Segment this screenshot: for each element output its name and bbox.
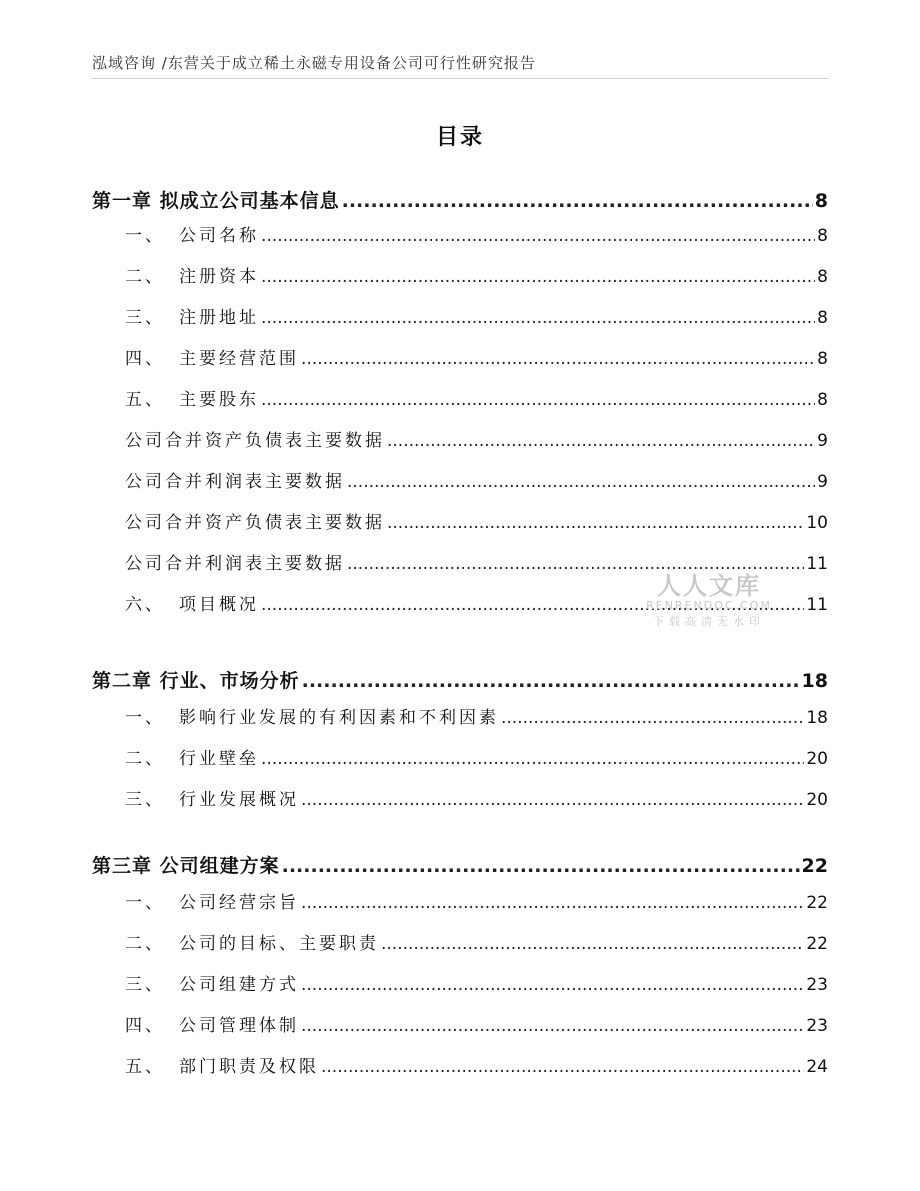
toc-page-number: 8 [814, 190, 828, 212]
toc-entry-label [125, 262, 259, 287]
toc-entry-number: 二、 [125, 934, 165, 954]
toc-entry-number: 二、 [125, 749, 165, 769]
toc-entry-number: 三、 [125, 975, 165, 995]
toc-entry-number: 六、 [125, 595, 165, 615]
toc-section-entry[interactable] [125, 385, 828, 410]
toc-section-entry[interactable] [125, 888, 828, 913]
toc-entry-label [125, 929, 379, 954]
dot-leader [301, 1016, 804, 1036]
toc-entry-text: 部门职责及权限 [179, 1057, 319, 1077]
dot-leader [321, 1057, 804, 1077]
toc-entry-text: 注册资本 [179, 267, 259, 287]
toc-entry-label [92, 666, 300, 693]
toc-entry-label [125, 970, 299, 995]
dot-leader [301, 975, 804, 995]
toc-page-number: 24 [806, 1057, 828, 1077]
toc-page-number: 18 [806, 708, 828, 728]
toc-entry-text: 公司的目标、主要职责 [179, 934, 379, 954]
dot-leader [301, 790, 804, 810]
dot-leader [387, 513, 804, 533]
toc-entry-text: 主要股东 [179, 390, 259, 410]
toc-page-number: 9 [817, 431, 828, 451]
dot-leader [342, 190, 813, 212]
toc-page-number: 18 [801, 670, 828, 692]
toc-section-entry[interactable] [125, 703, 828, 728]
toc-page-number: 20 [806, 749, 828, 769]
toc-entry-text: 公司合并利润表主要数据 [125, 554, 345, 574]
toc-entry-text: 第三章 公司组建方案 [92, 855, 280, 877]
toc-entry-text: 公司合并利润表主要数据 [125, 472, 345, 492]
toc-page-number: 22 [806, 934, 828, 954]
toc-section-entry[interactable] [125, 303, 828, 328]
toc-page-number: 23 [806, 1016, 828, 1036]
toc-entry-text: 行业发展概况 [179, 790, 299, 810]
toc-page-number: 8 [817, 226, 828, 246]
dot-leader [282, 855, 800, 877]
toc-entry-number: 五、 [125, 390, 165, 410]
toc-chapter-entry[interactable] [92, 851, 828, 878]
toc-section-entry[interactable] [125, 508, 828, 533]
watermark-logo: 人人文库 [657, 572, 761, 600]
toc-section-entry[interactable] [125, 1011, 828, 1036]
dot-leader [301, 893, 804, 913]
toc-entry-label [125, 303, 259, 328]
toc-entry-number: 一、 [125, 226, 165, 246]
toc-section-entry[interactable] [125, 426, 828, 451]
toc-entry-text: 影响行业发展的有利因素和不利因素 [179, 708, 499, 728]
toc-page-number: 20 [806, 790, 828, 810]
toc-entry-label [125, 888, 299, 913]
dot-leader [302, 670, 800, 692]
toc-entry-label [125, 1011, 299, 1036]
dot-leader [261, 390, 815, 410]
header-divider [92, 78, 828, 79]
toc-entry-number: 五、 [125, 1057, 165, 1077]
toc-chapter-entry[interactable] [92, 186, 828, 213]
toc-entry-text: 第一章 拟成立公司基本信息 [92, 190, 340, 212]
toc-entry-text: 公司经营宗旨 [179, 893, 299, 913]
toc-entry-text: 项目概况 [179, 595, 259, 615]
toc-entry-label [125, 344, 299, 369]
toc-entry-label [125, 785, 299, 810]
toc-page-number: 11 [806, 554, 828, 574]
toc-entry-label [125, 744, 259, 769]
toc-page-number: 22 [801, 855, 828, 877]
toc-entry-label [125, 703, 499, 728]
toc-page-number: 9 [817, 472, 828, 492]
running-header: 泓域咨询 /东营关于成立稀土永磁专用设备公司可行性研究报告 [92, 54, 536, 72]
dot-leader [381, 934, 804, 954]
toc-chapter-entry[interactable] [92, 666, 828, 693]
toc-entry-label [125, 467, 345, 492]
toc-entry-text: 公司组建方式 [179, 975, 299, 995]
dot-leader [261, 749, 804, 769]
toc-page-number: 8 [817, 390, 828, 410]
toc-entry-text: 公司合并资产负债表主要数据 [125, 431, 385, 451]
toc-entry-label [125, 590, 259, 615]
toc-section-entry[interactable] [125, 929, 828, 954]
toc-entry-number: 二、 [125, 267, 165, 287]
toc-entry-label [92, 186, 340, 213]
toc-entry-label [125, 385, 259, 410]
toc-entry-text: 公司合并资产负债表主要数据 [125, 513, 385, 533]
toc-entry-label [125, 1052, 319, 1077]
watermark [644, 566, 774, 629]
watermark-url: RENRENDOC.COM [646, 599, 772, 612]
toc-entry-label [125, 426, 385, 451]
toc-entry-number: 一、 [125, 893, 165, 913]
toc-section-entry[interactable] [125, 344, 828, 369]
toc-section-entry[interactable] [125, 467, 828, 492]
toc-section-entry[interactable] [125, 221, 828, 246]
toc-entry-number: 四、 [125, 349, 165, 369]
toc-page-number: 8 [817, 267, 828, 287]
toc-section-entry[interactable] [125, 970, 828, 995]
toc-page-number: 11 [806, 595, 828, 615]
toc-entry-text: 行业壁垒 [179, 749, 259, 769]
dot-leader [301, 349, 815, 369]
toc-entry-label [125, 549, 345, 574]
toc-page-number: 8 [817, 308, 828, 328]
toc-entry-number: 四、 [125, 1016, 165, 1036]
dot-leader [387, 431, 815, 451]
toc-entry-label [125, 508, 385, 533]
toc-entry-label [125, 221, 259, 246]
dot-leader [261, 267, 815, 287]
toc-entry-text: 主要经营范围 [179, 349, 299, 369]
toc-entry-text: 注册地址 [179, 308, 259, 328]
toc-entry-text: 第二章 行业、市场分析 [92, 670, 300, 692]
toc-section-entry[interactable] [125, 785, 828, 810]
toc-entry-number: 三、 [125, 308, 165, 328]
dot-leader [261, 308, 815, 328]
dot-leader [501, 708, 804, 728]
toc-entry-label [92, 851, 280, 878]
toc-section-entry[interactable] [125, 262, 828, 287]
toc-page-number: 8 [817, 349, 828, 369]
toc-section-entry[interactable] [125, 744, 828, 769]
dot-leader [261, 226, 815, 246]
toc-entry-number: 一、 [125, 708, 165, 728]
toc-entry-text: 公司管理体制 [179, 1016, 299, 1036]
page-title: 目录 [435, 125, 484, 150]
watermark-tagline: 下载高清无水印 [653, 615, 765, 628]
toc-page-number: 23 [806, 975, 828, 995]
toc-entry-text: 公司名称 [179, 226, 259, 246]
toc-page-number: 22 [806, 893, 828, 913]
dot-leader [347, 472, 815, 492]
toc-page-number: 10 [806, 513, 828, 533]
toc-section-entry[interactable] [125, 1052, 828, 1077]
toc-entry-number: 三、 [125, 790, 165, 810]
